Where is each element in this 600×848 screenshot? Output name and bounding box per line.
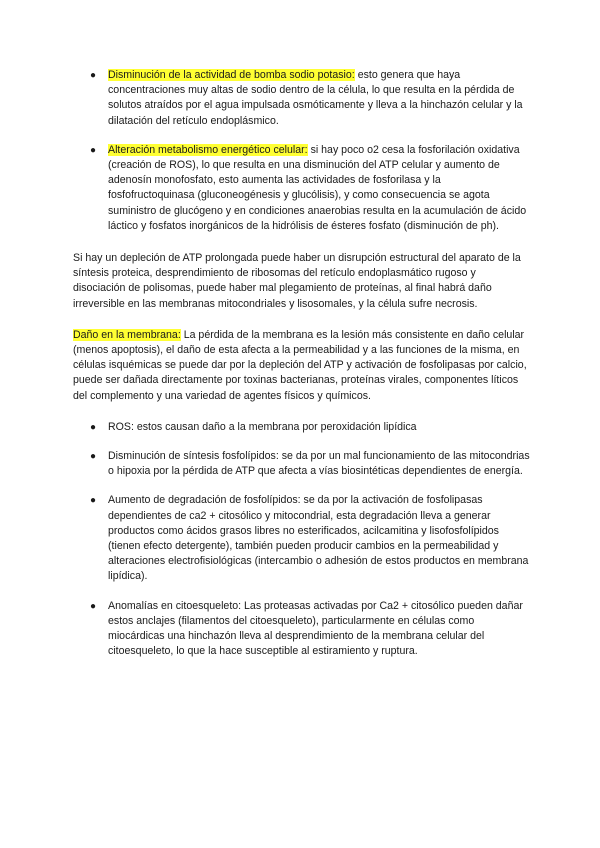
list-item (73, 420, 530, 435)
item-text: Disminución de síntesis fosfolípidos: se da por un mal funcionamiento de las mitocondrias o hipoxia por la pérdida de ATP que afecta a vías biosintéticas dependientes de energía. (108, 450, 530, 478)
bullet-icon: ● (90, 70, 97, 81)
highlighted-heading: Alteración metabolismo energético celular: (108, 143, 308, 156)
list-item (73, 68, 530, 129)
bullet-icon: ● (90, 451, 97, 463)
bullet-icon: ● (90, 495, 97, 507)
item-text: ROS: estos causan daño a la membrana por peroxidación lipídica (108, 420, 417, 433)
list-item (73, 143, 530, 234)
item-text: Anomalías en citoesqueleto: Las proteasas activadas por Ca2 + citosólico pueden dañar estos anclajes (filamentos del citoesqueleto), particularmente en células como miocárdicas una hinchazón lleva al desprendimiento de la membrana celular del citoesqueleto, lo que la hace susceptible al estiramiento y ruptura. (108, 599, 523, 658)
highlighted-heading: Disminución de la actividad de bomba sodio potasio: (108, 69, 355, 81)
highlighted-heading: Daño en la membrana: (73, 328, 181, 341)
bullet-list-membrane (73, 420, 530, 660)
item-text: esto genera que haya concentraciones muy altas de sodio dentro de la célula, lo que resulta en la pérdida de solutos atraídos por el agua impulsada osmóticamente y lleva a la hinchazón celular y la dilatación del retículo endoplásmico. (108, 69, 523, 127)
bullet-icon: ● (90, 600, 97, 612)
list-item (73, 599, 530, 660)
item-text: si hay poco o2 cesa la fosforilación oxidativa (creación de ROS), lo que resulta en una disminución del ATP celular y aumento de adenosín monofosfato, esto aumenta las actividades de fosforilasa y la fosfofructoquinasa (gluconeogénesis y glucólisis), y como consecuencia se agota suministro de glucógeno y en condiciones anaerobias resulta en la acumulación de ácido láctico y fosfatos inorgánicos de la hidrólisis de ésteres fosfato (disminución de ph). (108, 143, 527, 232)
paragraph-membrane-damage (73, 328, 530, 404)
paragraph-text: La pérdida de la membrana es la lesión más consistente en daño celular (menos apoptosis), el daño de esta afecta a la permeabilidad y a las funciones de la misma, en células isquémicas se puede dar por la depleción del ATP y activación de fosfolipasas por calcio, puede ser dañada directamente por toxinas bacterianas, proteínas virales, componentes líticos del complemento y una variedad de agentes físicos y químicos. (73, 328, 527, 402)
bullet-icon: ● (90, 144, 97, 156)
bullet-icon: ● (90, 421, 97, 433)
list-item (73, 449, 530, 479)
paragraph-atp-depletion: Si hay un depleción de ATP prolongada puede haber un disrupción estructural del aparato de la síntesis proteica, desprendimiento de ribosomas del retículo endoplasmático rugoso y disociación de polisomas, puede haber mal plegamiento de proteínas, al final habrá daño irreversible en las membranas mitocondriales y lisosomales, y la célula sufre necrosis. (73, 252, 521, 310)
item-text: Aumento de degradación de fosfolípidos: se da por la activación de fosfolipasas dependientes de ca2 + citosólico y mitocondrial, esta degradación lleva a generar productos como ácidos grasos libres no esterificados, acilcamitina y lisofosfolípidos (tienen efecto detergente), también pueden producir cambios en la permeabilidad y alteraciones electrofisiológicas (intercambio o adhesión de estos productos en membrana lipídica). (108, 494, 529, 583)
bullet-list-causes (73, 68, 530, 234)
list-item (73, 493, 530, 584)
